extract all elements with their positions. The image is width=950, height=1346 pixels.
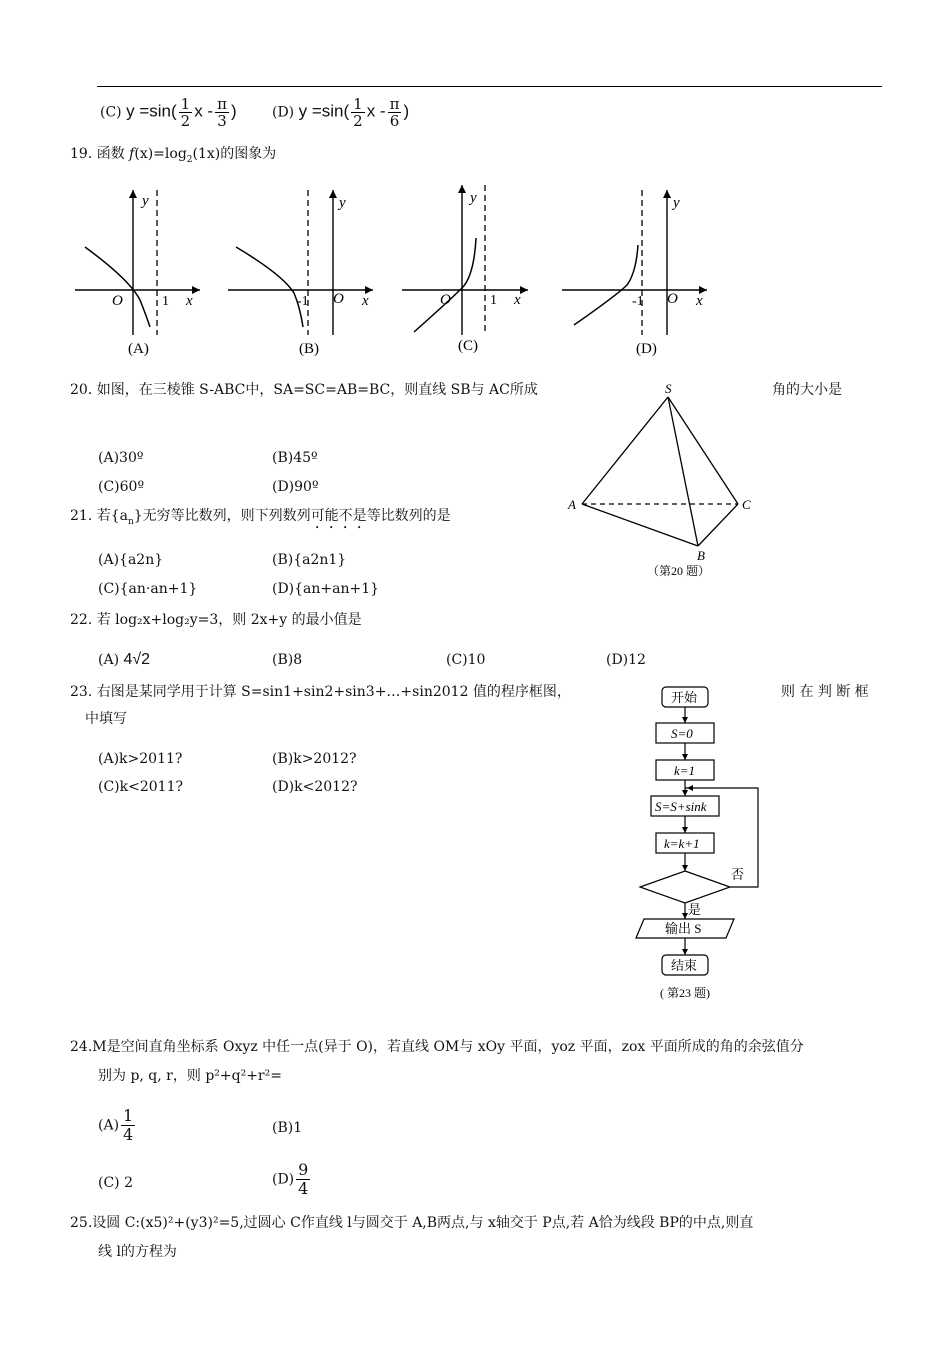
curve (236, 247, 303, 327)
q23-option-c: (C)k<2011? (98, 779, 183, 795)
origin-label: O (333, 291, 344, 307)
figure-caption: （第20 题） (647, 564, 711, 578)
origin-label: O (667, 291, 678, 307)
tick-label: -1 (632, 294, 644, 309)
graph-label: (D) (636, 341, 657, 357)
q18-d-pi-frac: $\frac{\pi}{6}$ (389, 95, 400, 130)
y-label: y (339, 195, 346, 211)
q21-option-d: (D){an+an+1} (272, 581, 380, 597)
vertex-s: S (665, 381, 672, 396)
q23-option-d: (D)k<2012? (272, 779, 358, 795)
flow-end: 结束 (671, 958, 698, 973)
q19-graph-d (562, 185, 712, 360)
q24-option-a: (A) $\frac{1}{4}$ (98, 1106, 134, 1144)
curve (574, 245, 638, 325)
edge-sa (582, 397, 668, 504)
q25-stem-line2: 线 l的方程为 (98, 1244, 177, 1260)
y-axis-arrow (129, 190, 137, 198)
x-axis-arrow (192, 286, 200, 294)
q21-stem: 21. 若$\{a_n\}$无穷等比数列，则下列数列可能不是等比数列的是 (70, 508, 451, 527)
q23-flowchart (630, 680, 780, 1005)
q21-option-c: (C){an·an+1} (98, 581, 198, 597)
q25-stem-line1: 25.设圆 C:(x5)²+(y3)²=5,过圆心 C作直线 l与圆交于 A,B两点,与 x轴交于 P点,若 A恰为线段 BP的中点,则直 (70, 1215, 754, 1231)
y-label: y (673, 195, 680, 211)
graph-label: (C) (458, 338, 478, 354)
flow-no: 否 (731, 867, 745, 882)
q24-stem-line2: 别为 p, q, r，则 p²+q²+r²= (98, 1068, 282, 1084)
q23-stem-line2: 中填写 (85, 711, 127, 727)
flow-output: 输出 S (665, 921, 702, 936)
q23-stem-tail: 则 在 判 断 框 (781, 684, 869, 700)
y-axis-arrow (663, 190, 671, 198)
y-label: y (470, 190, 477, 206)
edge-ab (582, 504, 698, 546)
origin-label: O (440, 292, 451, 308)
q24-option-c: (C) 2 (98, 1175, 133, 1191)
q19-graph-b (228, 185, 378, 360)
q24-option-d: (D) $\frac{9}{4}$ (272, 1160, 309, 1198)
x-label: x (362, 293, 369, 309)
q20-stem: 20. 如图，在三棱锥 S-ABC中，SA=SC=AB=BC，则直线 SB与 AC所成 (70, 382, 538, 398)
q20-option-a: (A)30º (98, 450, 144, 466)
q20-option-b: (B)45º (272, 450, 318, 466)
q23-option-a: (A)k>2011? (98, 751, 183, 767)
y-axis-arrow (458, 185, 466, 193)
x-label: x (696, 293, 703, 309)
flow-sum: S=S+sink (655, 799, 707, 814)
q18-c-pi-frac: $\frac{\pi}{3}$ (217, 95, 227, 130)
q20-tetrahedron-figure (565, 380, 765, 580)
flow-s0: S=0 (671, 726, 693, 741)
q19-graph-a (70, 185, 210, 360)
y-label: y (142, 193, 149, 209)
curve (414, 238, 476, 332)
x-label: x (514, 292, 521, 308)
q22-option-b: (B)8 (272, 652, 303, 668)
tick-label: 1 (490, 293, 497, 308)
q20-stem-tail: 角的大小是 (772, 382, 842, 398)
tick-label: -1 (297, 294, 309, 309)
y-axis-arrow (329, 190, 337, 198)
q24-option-b: (B)1 (272, 1120, 303, 1136)
x-label: x (186, 293, 193, 309)
q18-d-frac: $\frac{1}{2}$ (353, 95, 363, 130)
edge-bc (698, 504, 738, 546)
graph-label: (B) (299, 341, 319, 357)
header-rule (97, 86, 882, 87)
q20-option-c: (C)60º (98, 479, 145, 495)
q21-option-a: (A){a2n} (98, 552, 164, 568)
q22-option-d: (D)12 (606, 652, 646, 668)
vertex-c: C (742, 497, 751, 512)
q22-stem: 22. 若 log₂x+log₂y=3，则 2x+y 的最小值是 (70, 612, 362, 628)
curve (85, 247, 150, 327)
tick-label: 1 (162, 294, 169, 309)
graph-label: (A) (128, 341, 149, 357)
q21-option-b: (B){a2n1} (272, 552, 347, 568)
q22-option-c: (C)10 (446, 652, 486, 668)
flow-k1: k=1 (674, 763, 696, 778)
q24-stem-line1: 24.M是空间直角坐标系 Oxyz 中任一点(异于 O)，若直线 OM与 xOy 平面，yoz 平面，zox 平面所成的角的余弦值分 (70, 1039, 804, 1055)
flow-yes: 是 (688, 902, 702, 917)
flow-inc: k=k+1 (664, 836, 700, 851)
flow-start: 开始 (671, 690, 698, 705)
q19-stem: 19. 函数 $f(x)=\log_2(1x)$的图象为 (70, 146, 277, 165)
q18-option-c: (C) y =sin( $\frac{1}{2}$ x - $\frac{\pi}{3}$ ) (100, 95, 237, 130)
q23-option-b: (B)k>2012? (272, 751, 357, 767)
q23-stem: 23. 右图是某同学用于计算 S=sin1+sin2+sin3+…+sin2012 值的程序框图， (70, 684, 571, 700)
decision-diamond (640, 871, 730, 903)
q18-c-frac: $\frac{1}{2}$ (180, 95, 191, 130)
q18-option-d: (D) y =sin( $\frac{1}{2}$ x - $\frac{\pi}{6}$ ) (272, 95, 410, 130)
flow-caption: ( 第23 题) (660, 986, 710, 1000)
x-axis-arrow (520, 286, 528, 294)
q22-option-a: (A) 4√2 (98, 651, 151, 668)
vertex-a: A (568, 497, 576, 512)
origin-label: O (112, 293, 123, 309)
q19-graph-c (400, 180, 535, 360)
q20-option-d: (D)90º (272, 479, 319, 495)
vertex-b: B (697, 548, 705, 563)
